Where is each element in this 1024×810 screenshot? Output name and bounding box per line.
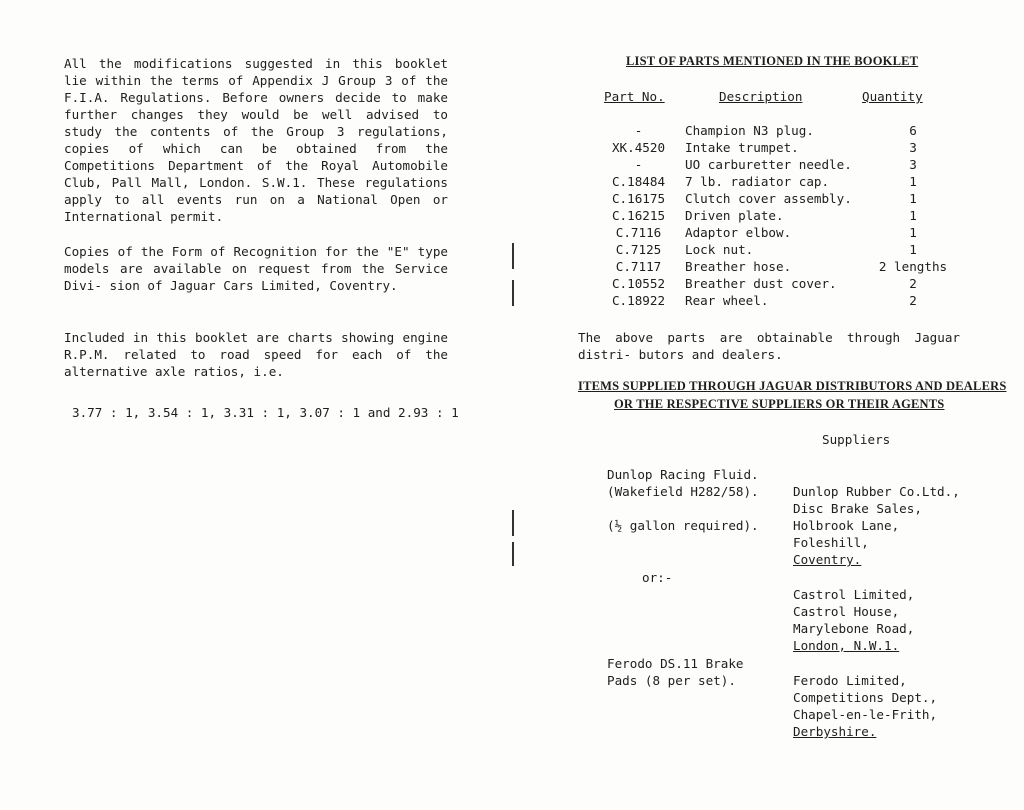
quantity-cell: 3: [909, 140, 917, 155]
fia-regulations-paragraph: All the modifications suggested in this booklet lie within the terms of Appendix J Group 3 of the F.I.A. Regulations. Before owners decide to make further changes they would be well advised to study the contents of the Group 3 regulations, copies of which can be obtained from the Competitions Department of the Royal Automobile Club, Pall Mall, London. S.W.1. These regulations apply to all events run on a National Open or International permit.: [64, 56, 448, 224]
description-cell: Breather hose.: [685, 259, 792, 274]
parts-row: [592, 156, 957, 173]
description-cell: Adaptor elbow.: [685, 225, 792, 240]
parts-row: [592, 224, 957, 241]
supplier-dunlop-address: Dunlop Rubber Co.Ltd., Disc Brake Sales, Holbrook Lane, Foleshill,: [793, 484, 960, 550]
part-no-cell: C.18922: [611, 293, 666, 308]
part-no-cell: -: [634, 123, 643, 138]
description-cell: Lock nut.: [685, 242, 754, 257]
supplier-castrol-city: London, N.W.1.: [793, 638, 900, 653]
item-dunlop-racing-fluid: Dunlop Racing Fluid. (Wakefield H282/58).: [607, 467, 759, 499]
quantity-cell: 2 lengths: [878, 259, 948, 274]
quantity-cell: 1: [909, 174, 917, 189]
part-no-cell: XK.4520: [611, 140, 666, 155]
quantity-column-header: Quantity: [862, 89, 923, 104]
description-cell: Driven plate.: [685, 208, 784, 223]
form-of-recognition-paragraph: Copies of the Form of Recognition for the "E" type models are available on request from the Service Divi- sion of Jaguar Cars Limited, Coventry.: [64, 244, 448, 293]
quantity-cell: 1: [909, 191, 917, 206]
item-dunlop-quantity-note: (½ gallon required).: [607, 518, 759, 533]
part-no-cell: C.18484: [611, 174, 666, 189]
parts-row: [592, 173, 957, 190]
description-cell: Intake trumpet.: [685, 140, 799, 155]
supplier-castrol-address: Castrol Limited, Castrol House, Marylebone Road,: [793, 587, 915, 636]
supplier-ferodo-address: Ferodo Limited, Competitions Dept., Chapel-en-le-Frith,: [793, 673, 938, 722]
part-no-cell: C.10552: [611, 276, 666, 291]
description-cell: Champion N3 plug.: [685, 123, 814, 138]
description-cell: Rear wheel.: [685, 293, 769, 308]
parts-row: [592, 241, 957, 258]
parts-row: [592, 122, 957, 139]
description-cell: 7 lb. radiator cap.: [685, 174, 830, 189]
part-no-cell: -: [634, 157, 643, 172]
quantity-cell: 2: [909, 293, 917, 308]
part-no-column-header: Part No.: [604, 89, 665, 104]
parts-table: [592, 122, 957, 309]
parts-list-heading: LIST OF PARTS MENTIONED IN THE BOOKLET: [626, 54, 919, 68]
quantity-cell: 1: [909, 208, 917, 223]
quantity-cell: 2: [909, 276, 917, 291]
part-no-cell: C.7125: [615, 242, 662, 257]
quantity-cell: 3: [909, 157, 917, 172]
quantity-cell: 1: [909, 225, 917, 240]
parts-row: [592, 258, 957, 275]
parts-row: [592, 207, 957, 224]
description-column-header: Description: [719, 89, 803, 104]
axle-ratios: 3.77 : 1, 3.54 : 1, 3.31 : 1, 3.07 : 1 and 2.93 : 1: [72, 405, 459, 420]
part-no-cell: C.7116: [615, 225, 662, 240]
items-heading-line2: OR THE RESPECTIVE SUPPLIERS OR THEIR AGENTS: [614, 397, 945, 411]
part-no-cell: C.16215: [611, 208, 666, 223]
description-cell: Breather dust cover.: [685, 276, 837, 291]
part-no-cell: C.7117: [615, 259, 662, 274]
parts-row: [592, 190, 957, 207]
supplier-dunlop-city: Coventry.: [793, 552, 862, 567]
parts-row: [592, 292, 957, 309]
description-cell: UO carburetter needle.: [685, 157, 852, 172]
items-heading-line1: ITEMS SUPPLIED THROUGH JAGUAR DISTRIBUTORS AND DEALERS: [578, 379, 1007, 393]
or-label: or:-: [642, 570, 673, 585]
right-page: [512, 0, 1024, 810]
quantity-cell: 6: [909, 123, 917, 138]
charts-paragraph: Included in this booklet are charts showing engine R.P.M. related to road speed for each of the alternative axle ratios, i.e.: [64, 330, 448, 379]
supplier-castrol: [793, 569, 914, 654]
part-no-cell: C.16175: [611, 191, 666, 206]
parts-row: [592, 275, 957, 292]
parts-availability-note: The above parts are obtainable through Jaguar distri- butors and dealers.: [578, 330, 960, 362]
supplier-ferodo: [793, 655, 937, 740]
parts-row: [592, 139, 957, 156]
description-cell: Clutch cover assembly.: [685, 191, 852, 206]
supplier-ferodo-city: Derbyshire.: [793, 724, 877, 739]
suppliers-label: Suppliers: [822, 432, 891, 447]
item-ferodo-brake-pads: Ferodo DS.11 Brake Pads (8 per set).: [607, 656, 744, 688]
quantity-cell: 1: [909, 242, 917, 257]
supplier-dunlop: [793, 466, 960, 568]
